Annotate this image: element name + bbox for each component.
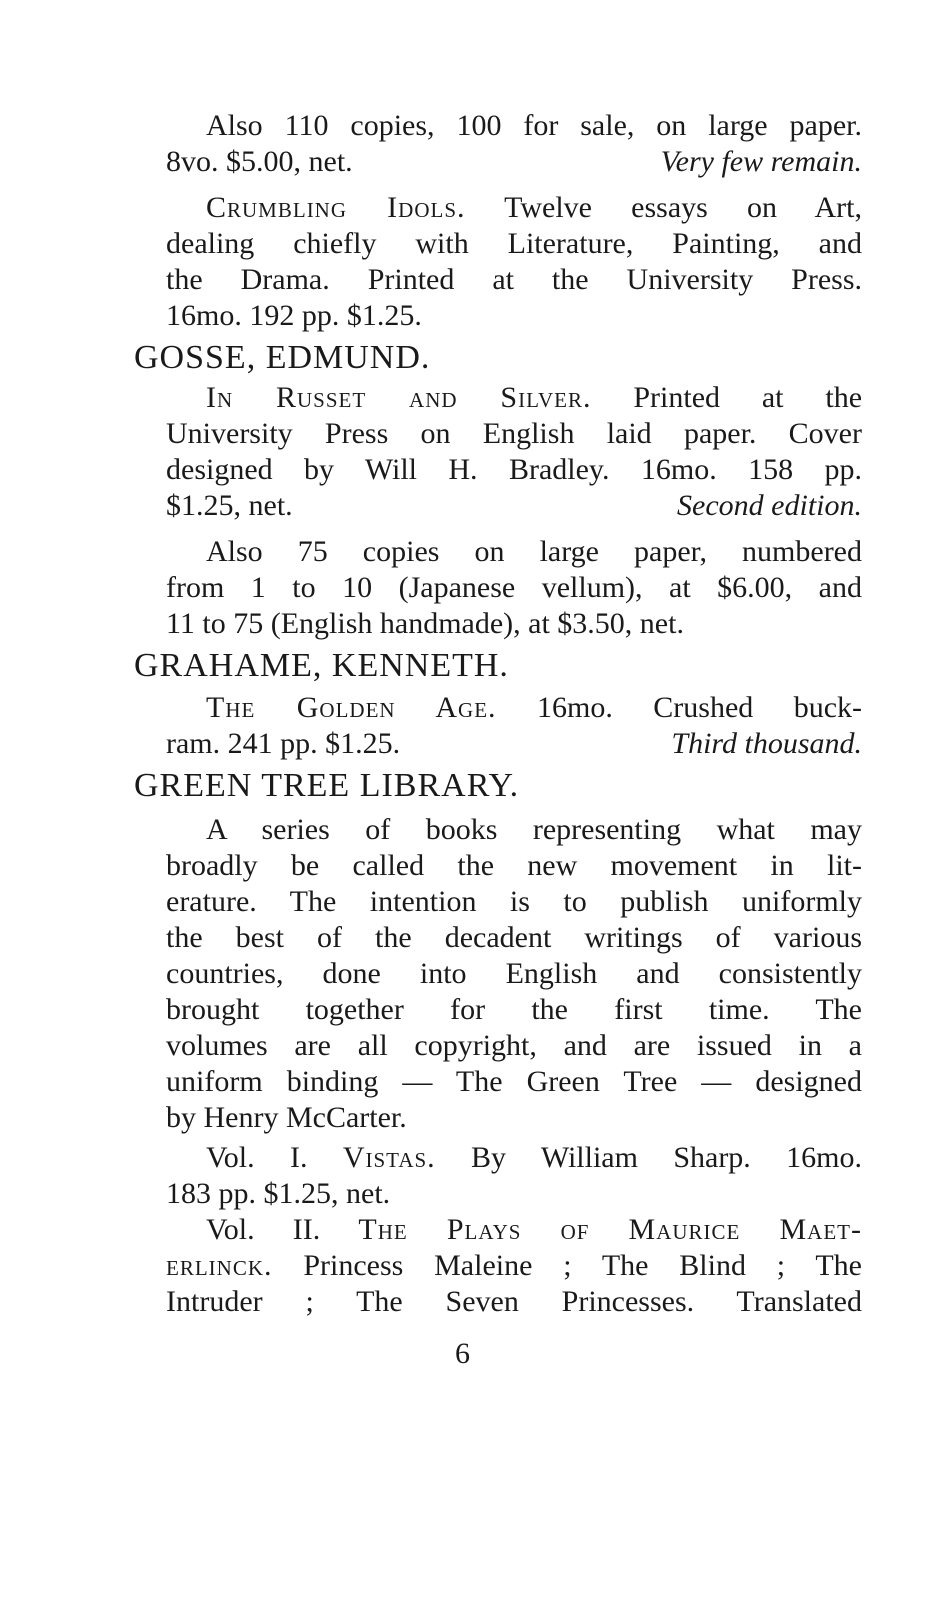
grahame-line-1	[206, 690, 862, 726]
vol1-title: Vistas.	[342, 1141, 436, 1174]
gosse-line-2: University Press on English laid paper. Cover	[166, 417, 862, 450]
gosse-also-line-2: from 1 to 10 (Japanese vellum), at $6.00, and	[166, 571, 862, 604]
garland-price-line	[166, 144, 862, 180]
gosse-line-3: designed by Will H. Bradley. 16mo. 158 pp.	[166, 453, 862, 486]
grahame-price: ram. 241 pp. $1.25.	[166, 727, 401, 760]
green-tree-desc-line: the best of the decadent writings of various	[166, 921, 862, 954]
vol2-title-end: erlinck.	[166, 1249, 273, 1282]
vol1-prefix: Vol. I.	[206, 1141, 308, 1174]
gosse-price: $1.25, net.	[166, 489, 293, 522]
vol2-line-3: Intruder ; The Seven Princesses. Translated	[166, 1285, 862, 1318]
gosse-line-1	[206, 380, 862, 416]
gosse-book-title: In Russet and Silver.	[206, 381, 592, 414]
gosse-desc-start: Printed at the	[633, 381, 863, 414]
grahame-edition: Third thousand.	[671, 727, 862, 760]
vol1-author: By William Sharp. 16mo.	[471, 1141, 862, 1174]
green-tree-desc-line: volumes are all copyright, and are issued in a	[166, 1029, 862, 1062]
vol2-contents: Princess Maleine ; The Blind ; The	[303, 1249, 863, 1282]
garland-large-paper-line: Also 110 copies, 100 for sale, on large paper.	[206, 109, 862, 142]
green-tree-desc-line: A series of books representing what may	[206, 813, 862, 846]
heading-green-tree-library: GREEN TREE LIBRARY.	[134, 767, 520, 804]
crumbling-idols-line-4: 16mo. 192 pp. $1.25.	[166, 299, 422, 332]
vol1-line-2: 183 pp. $1.25, net.	[166, 1177, 391, 1210]
gosse-edition: Second edition.	[677, 489, 862, 522]
crumbling-idols-line-1	[206, 190, 862, 226]
heading-grahame: GRAHAME, KENNETH.	[134, 647, 509, 684]
gosse-line-4	[166, 488, 862, 524]
grahame-line-2	[166, 726, 862, 762]
gosse-also-line-3: 11 to 75 (English handmade), at $3.50, net.	[166, 607, 684, 640]
garland-availability: Very few remain.	[660, 145, 862, 178]
crumbling-idols-desc-start: Twelve essays on Art,	[504, 191, 862, 224]
garland-price: 8vo. $5.00, net.	[166, 145, 353, 178]
crumbling-idols-title: Crumbling Idols.	[206, 191, 466, 224]
crumbling-idols-line-3: the Drama. Printed at the University Press.	[166, 263, 862, 296]
crumbling-idols-line-2: dealing chiefly with Literature, Painting, and	[166, 227, 862, 260]
green-tree-desc-line: by Henry McCarter.	[166, 1101, 407, 1134]
heading-gosse: GOSSE, EDMUND.	[134, 339, 431, 376]
green-tree-desc-line: uniform binding — The Green Tree — designed	[166, 1065, 862, 1098]
vol2-line-1	[206, 1212, 862, 1248]
green-tree-desc-line: erature. The intention is to publish uniformly	[166, 885, 862, 918]
green-tree-desc-line: brought together for the first time. The	[166, 993, 862, 1026]
green-tree-desc-line: countries, done into English and consistently	[166, 957, 862, 990]
vol1-line-1	[206, 1140, 862, 1176]
vol2-prefix: Vol. II.	[206, 1213, 321, 1246]
grahame-desc-start: 16mo. Crushed buck-	[536, 691, 863, 724]
vol2-line-2	[166, 1248, 862, 1284]
green-tree-desc-line: broadly be called the new movement in lit-	[166, 849, 862, 882]
grahame-book-title: The Golden Age.	[206, 691, 497, 724]
vol2-title: The Plays of Maurice Maet-	[358, 1213, 862, 1246]
page-number: 6	[455, 1337, 470, 1370]
gosse-also-line-1: Also 75 copies on large paper, numbered	[206, 535, 862, 568]
